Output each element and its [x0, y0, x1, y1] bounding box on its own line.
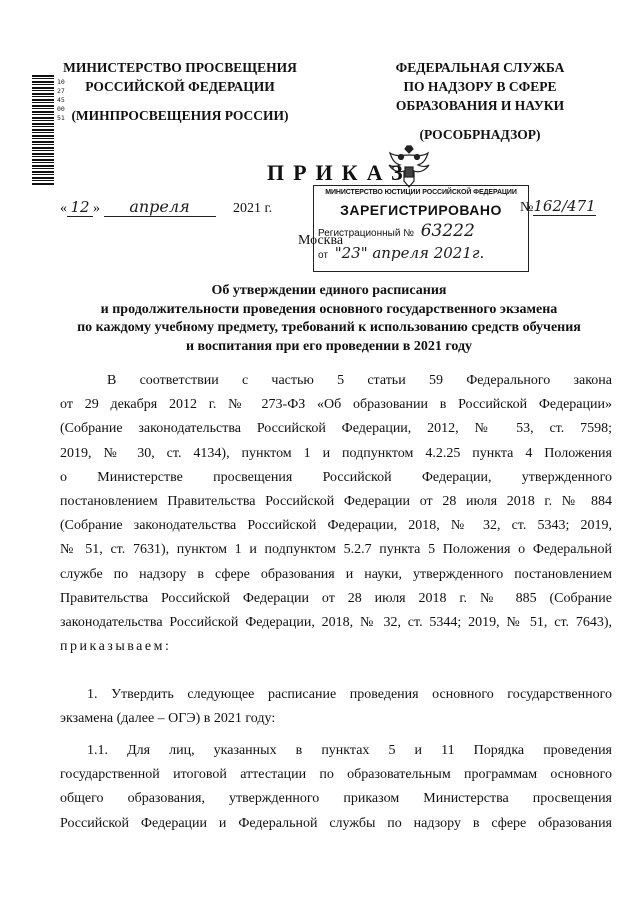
header-right-line1: ФЕДЕРАЛЬНАЯ СЛУЖБА — [395, 60, 565, 75]
date-year: 2021 г. — [233, 201, 273, 216]
number-sign: № — [520, 200, 534, 215]
stamp-org: МИНИСТЕРСТВО ЮСТИЦИИ РОССИЙСКОЙ ФЕДЕРАЦИИ — [325, 189, 517, 196]
text-line: законодательства Российской Федерации, 2018, № 32, ст. 5344; 2019, № 51, ст. 7643), — [60, 615, 612, 631]
text-line: № 51, ст. 7631), пунктом 1 и подпунктом 5.2.7 пункта 5 Положения о Федеральной — [60, 542, 612, 558]
order-verb: приказываем: — [60, 639, 172, 655]
stamp-date: "23" апреля 2021г. — [334, 244, 485, 262]
header-right-line3: ОБРАЗОВАНИЯ И НАУКИ — [395, 98, 565, 113]
text-line: службе по надзору в сфере образования и науки, утвержденного постановлением — [60, 566, 612, 582]
stamp-date-line — [318, 244, 528, 262]
header-left-line2: РОССИЙСКОЙ ФЕДЕРАЦИИ — [85, 79, 275, 94]
header-right-line4: (РОСОБРНАДЗОР) — [419, 127, 541, 142]
date-open-quote: « — [60, 201, 67, 216]
document-title — [40, 282, 618, 356]
paragraph-preamble — [60, 369, 612, 659]
text-line: постановлением Правительства Российской Федерации от 28 июля 2018 г. № 884 — [60, 494, 612, 510]
barcode — [32, 75, 54, 185]
text-line: о Министерстве просвещения Российской Федерации, утвержденного — [60, 469, 612, 485]
text-line: государственной итоговой аттестации по образовательным программам основного — [60, 767, 612, 783]
text-line: (Собрание законодательства Российской Федерации, 2018, № 32, ст. 5343; 2019, — [60, 518, 612, 534]
stamp-registered: ЗАРЕГИСТРИРОВАНО — [340, 202, 502, 218]
text-line: В соответствии с частью 5 статьи 59 Федерального закона — [107, 373, 612, 388]
stamp-reg-line — [318, 221, 528, 241]
text-line: общего образования, утвержденного приказом Министерства просвещения — [60, 791, 612, 807]
title-line4: и воспитания при его проведении в 2021 году — [185, 338, 473, 354]
text-line: от 29 декабря 2012 г. № 273-ФЗ «Об образовании в Российской Федерации» — [60, 397, 612, 413]
registration-stamp — [313, 185, 529, 272]
text-line: 1. Утвердить следующее расписание проведения основного государственного — [87, 687, 612, 702]
text-line: Правительства Российской Федерации от 28 июля 2018 г. № 885 (Собрание — [60, 590, 612, 606]
text-line: экзамена (далее – ОГЭ) в 2021 году: — [60, 711, 276, 727]
date-day: 12 — [67, 198, 93, 217]
title-line1: Об утверждении единого расписания — [211, 283, 447, 298]
header-right-line2: ПО НАДЗОРУ В СФЕРЕ — [403, 79, 557, 94]
paragraph-item-1-1 — [60, 739, 612, 836]
date-close-quote: » — [93, 201, 100, 216]
stamp-reg-number: 63222 — [420, 221, 475, 241]
title-line3: по каждому учебному предмету, требований к использованию средств обучения — [77, 320, 581, 335]
text-line: (Собрание законодательства Российской Федерации, 2012, № 53, ст. 7598; — [60, 421, 612, 437]
header-right — [380, 58, 580, 144]
text-line: Российской Федерации и Федеральной службы по надзору в сфере образования — [60, 815, 612, 831]
text-line: 1.1. Для лиц, указанных в пунктах 5 и 11 Порядка проведения — [87, 743, 612, 758]
stamp-reg-label: Регистрационный № — [318, 228, 414, 239]
barcode-digits: 1027450051 — [57, 78, 65, 122]
paragraph-item-1 — [60, 683, 612, 731]
order-city: Москва — [298, 233, 344, 248]
order-title: ПРИКАЗ — [267, 160, 412, 185]
number-value: 162/471 — [533, 197, 596, 215]
text-line: 2019, № 30, ст. 4134), пунктом 1 и подпунктом 4.2.25 пункта 4 Положения — [60, 445, 612, 461]
date-month: апреля — [104, 197, 216, 217]
order-number — [520, 197, 596, 216]
stamp-date-label: от — [318, 250, 328, 261]
header-left-line1: МИНИСТЕРСТВО ПРОСВЕЩЕНИЯ — [63, 60, 297, 75]
header-left — [60, 58, 300, 125]
order-date — [60, 197, 272, 217]
header-left-line3: (МИНПРОСВЕЩЕНИЯ РОССИИ) — [71, 108, 289, 123]
title-line2: и продолжительности проведения основного государственного экзамена — [100, 301, 558, 317]
